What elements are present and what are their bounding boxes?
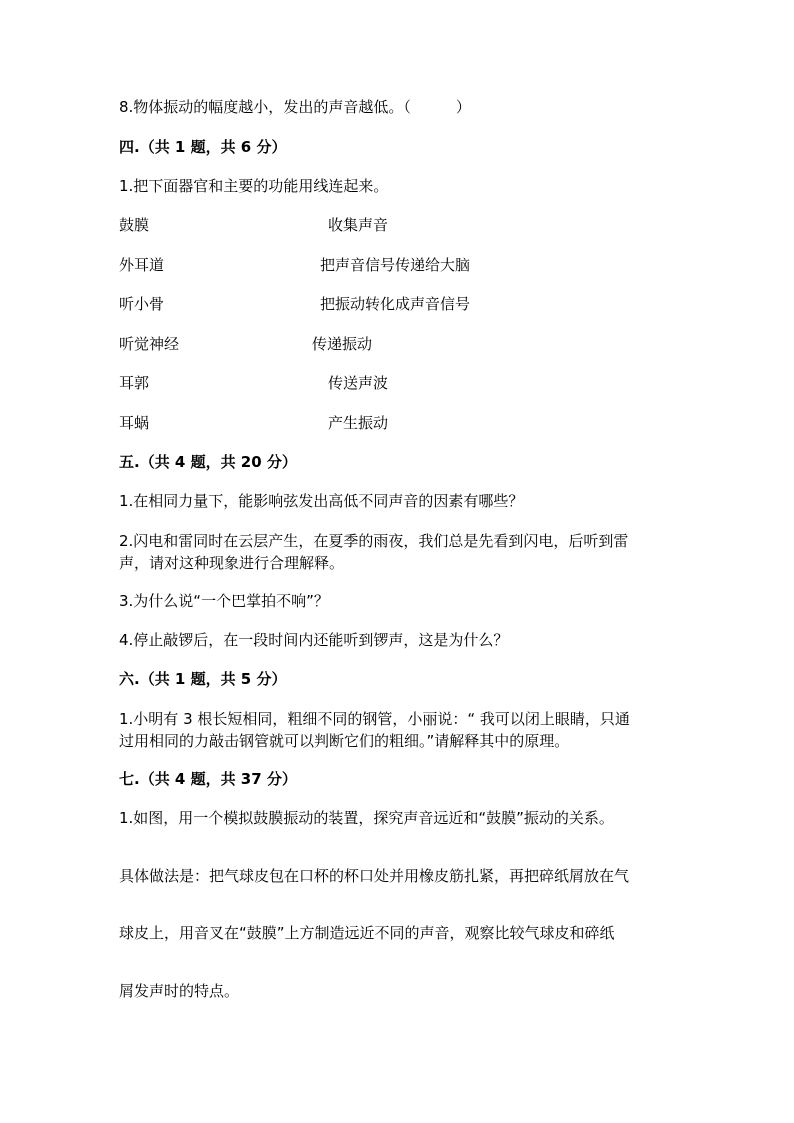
organ-item: 听小骨 [119,295,165,313]
section-5-heading: 五.（共 4 题，共 20 分） [119,453,297,471]
question-8: 8.物体振动的幅度越小，发出的声音越低。（ ） [119,98,471,116]
organ-item: 耳蜗 [119,414,150,432]
function-item: 把振动转化成声音信号 [320,295,471,313]
organ-item: 鼓膜 [119,216,150,234]
section-5-question-1: 1.在相同力量下，能影响弦发出高低不同声音的因素有哪些？ [119,492,524,510]
function-item: 把声音信号传递给大脑 [320,256,471,274]
function-item: 传递振动 [312,335,373,353]
section-5-question-2-line-2: 声，请对这种现象进行合理解释。 [119,554,345,572]
section-4-question-1: 1.把下面器官和主要的功能用线连起来。 [119,177,389,195]
section-6-heading: 六.（共 1 题，共 5 分） [119,670,287,688]
section-6-question-1-line-2: 过用相同的力敲击钢管就可以判断它们的粗细。”请解释其中的原理。 [119,732,570,750]
section-6-question-1-line-1: 1.小明有 3 根长短相同，粗细不同的钢管，小丽说：“ 我可以闭上眼睛，只通 [119,710,630,728]
section-7-heading: 七.（共 4 题，共 37 分） [119,770,297,788]
organ-item: 听觉神经 [119,335,180,353]
function-item: 收集声音 [328,216,389,234]
organ-item: 耳郭 [119,374,150,392]
section-5-question-2-line-1: 2.闪电和雷同时在云层产生，在夏季的雨夜，我们总是先看到闪电，后听到雷 [119,532,629,550]
section-7-question-1: 1.如图，用一个模拟鼓膜振动的装置，探究声音远近和“鼓膜”振动的关系。 [119,809,614,827]
section-4-heading: 四.（共 1 题，共 6 分） [119,138,287,156]
section-7-paragraph-line-3: 屑发声时的特点。 [119,982,240,1000]
function-item: 产生振动 [328,414,389,432]
section-7-paragraph-line-1: 具体做法是：把气球皮包在口杯的杯口处并用橡皮筋扎紧，再把碎纸屑放在气 [119,867,630,885]
section-5-question-4: 4.停止敲锣后，在一段时间内还能听到锣声，这是为什么？ [119,631,509,649]
organ-item: 外耳道 [119,256,165,274]
section-7-paragraph-line-2: 球皮上，用音叉在“鼓膜”上方制造远近不同的声音，观察比较气球皮和碎纸 [119,924,615,942]
function-item: 传送声波 [328,374,389,392]
section-5-question-3: 3.为什么说“一个巴掌拍不响”？ [119,592,329,610]
